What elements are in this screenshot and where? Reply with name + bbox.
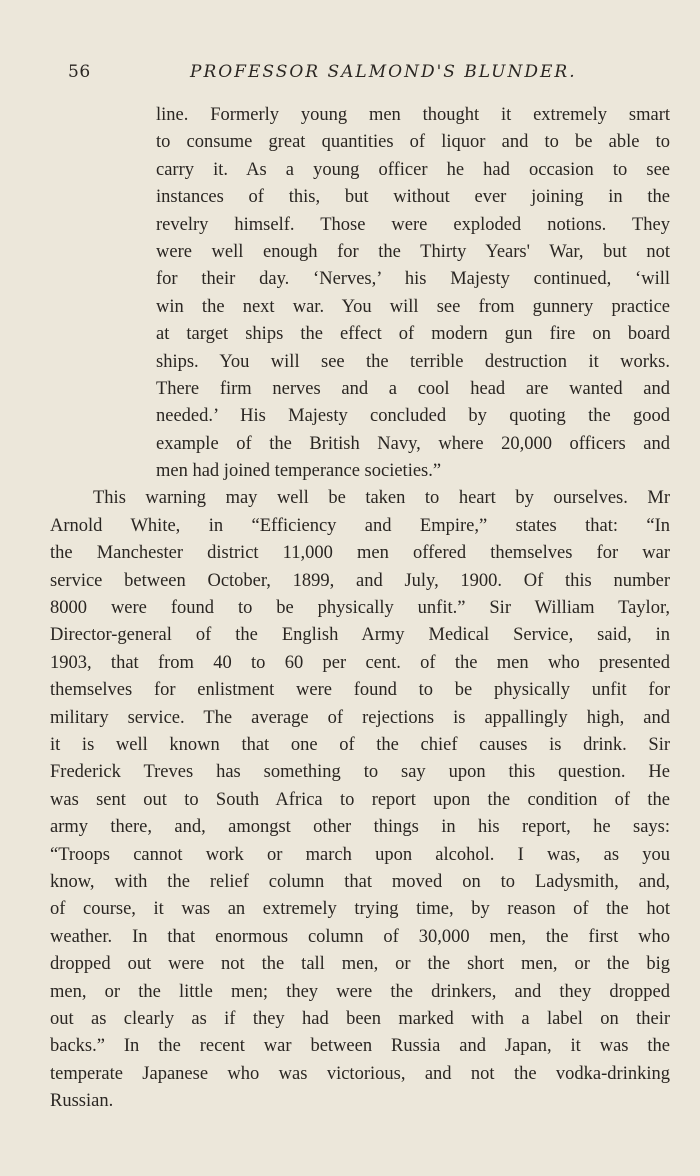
text-line: Director-general of the English Army Medical Service, said, in (50, 625, 670, 646)
text-line: it is well known that one of the chief causes is drink. Sir (50, 734, 670, 755)
text-line: know, with the relief column that moved on to Ladysmith, and, (50, 871, 670, 892)
text-line: of course, it was an extremely trying time, by reason of the hot (50, 899, 670, 920)
page-header (68, 58, 668, 88)
text-line: the Manchester district 11,000 men offered themselves for war (50, 543, 670, 564)
text-line: instances of this, but without ever joining in the (156, 187, 670, 208)
text-line: military service. The average of rejections is appallingly high, and (50, 707, 670, 728)
text-line: Frederick Treves has something to say upon this question. He (50, 762, 670, 783)
text-line: line. Formerly young men thought it extremely smart (156, 105, 670, 125)
text-line: win the next war. You will see from gunnery practice (156, 296, 670, 317)
text-line: This warning may well be taken to heart by ourselves. Mr (93, 488, 670, 509)
body-paragraph (50, 485, 670, 1115)
text-line: men, or the little men; they were the drinkers, and they dropped (50, 981, 670, 1002)
text-line: carry it. As a young officer he had occasion to see (156, 159, 670, 180)
text-line: men had joined temperance societies.” (156, 461, 442, 482)
text-line: army there, and, amongst other things in his report, he says: (50, 817, 670, 838)
text-line: to consume great quantities of liquor and to be able to (156, 132, 670, 153)
text-line: service between October, 1899, and July, 1900. Of this number (50, 570, 670, 591)
text-line: 1903, that from 40 to 60 per cent. of the men who presented (50, 652, 670, 673)
text-line: themselves for enlistment were found to be physically unfit for (50, 680, 670, 701)
page-number: 56 (68, 62, 91, 82)
text-line: out as clearly as if they had been marked with a label on their (50, 1008, 670, 1029)
text-line: Arnold White, in “Efficiency and Empire,” states that: “In (50, 515, 670, 536)
text-line: at target ships the effect of modern gun fire on board (156, 324, 670, 345)
text-line: revelry himself. Those were exploded notions. They (156, 214, 670, 235)
text-line: “Troops cannot work or march upon alcohol. I was, as you (50, 844, 670, 865)
text-line: was sent out to South Africa to report upon the condition of the (50, 789, 670, 810)
running-title: PROFESSOR SALMOND'S BLUNDER. (190, 62, 577, 82)
quotation-block (50, 102, 670, 485)
text-line: 8000 were found to be physically unfit.” Sir William Taylor, (50, 598, 670, 619)
text-line: dropped out were not the tall men, or the short men, or the big (50, 954, 670, 975)
page-body (50, 102, 670, 1115)
text-line: were well enough for the Thirty Years' War, but not (156, 241, 670, 262)
text-line: There firm nerves and a cool head are wanted and (156, 378, 670, 399)
text-line: temperate Japanese who was victorious, and not the vodka-drinking (50, 1063, 670, 1084)
text-line: for their day. ‘Nerves,’ his Majesty continued, ‘will (156, 269, 670, 290)
text-line: example of the British Navy, where 20,000 officers and (156, 433, 670, 454)
text-line: backs.” In the recent war between Russia and Japan, it was the (50, 1036, 670, 1057)
text-line: Russian. (50, 1091, 114, 1112)
text-line: ships. You will see the terrible destruction it works. (156, 351, 670, 372)
text-line: weather. In that enormous column of 30,000 men, the first who (50, 926, 670, 947)
text-line: needed.’ His Majesty concluded by quoting the good (156, 406, 670, 427)
